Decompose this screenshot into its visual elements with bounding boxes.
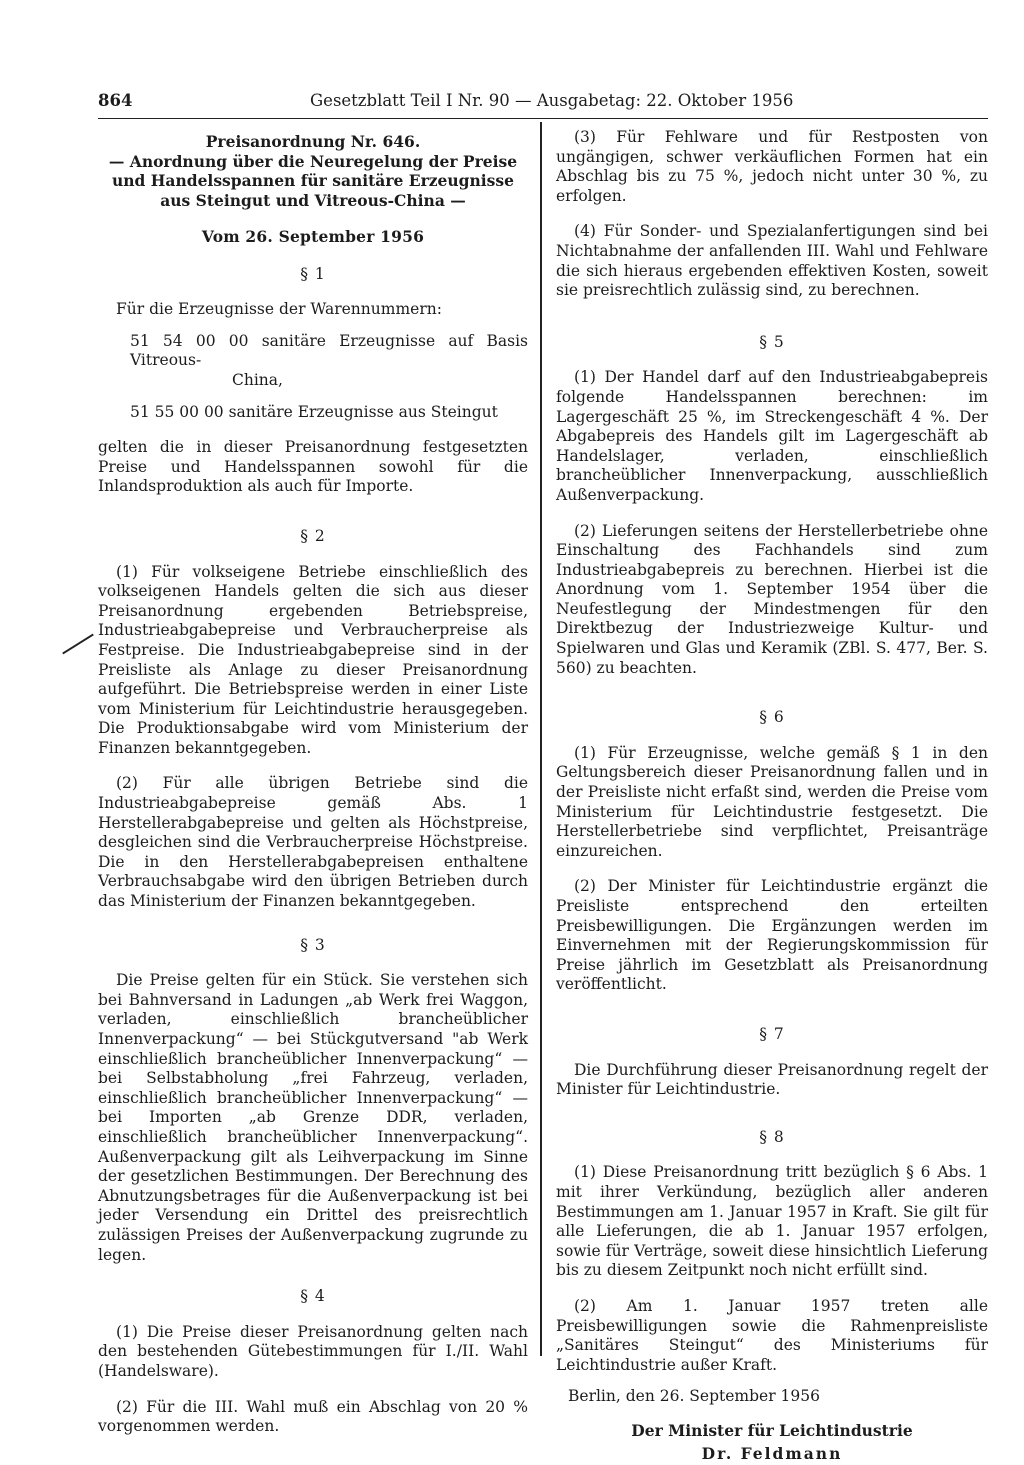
- running-header: [98, 86, 958, 116]
- signatory-name: Dr. Feldmann: [701, 1444, 843, 1464]
- right-column: [556, 128, 988, 1464]
- left-column: [98, 128, 528, 1437]
- section-5-heading: § 5: [759, 332, 785, 351]
- product-item-2: 51 55 00 00 sanitäre Erzeugnisse aus Steingut: [130, 402, 498, 421]
- section-6-heading: § 6: [759, 708, 785, 727]
- header-rule: [98, 118, 988, 119]
- section-6-para-2: (2) Der Minister für Leichtindustrie ergänzt die Preisliste entsprechend den erteilten Preisbewilligungen. Die Ergänzungen werden im Einvernehmen mit der Regierungskommission für Preise jährlich im Gesetzblatt als Preisanordnung veröffentlicht.: [556, 877, 988, 994]
- section-7-para-1: Die Durchführung dieser Preisanordnung regelt der Minister für Leichtindustrie.: [556, 1060, 988, 1099]
- section-1-intro: Für die Erzeugnisse der Warennummern:: [116, 300, 442, 319]
- section-3-heading: § 3: [300, 935, 326, 954]
- section-2-para-1: (1) Für volkseigene Betriebe einschließlich des volkseigenen Handels gelten die sich aus dieser Preisanordnung ergebenden Betriebspreise, Industrieabgabepreise und Verbraucherpreise als Festpreise. Die Industrieabgabepreise sind in der Preisliste als Anlage zu dieser Preisanordnung aufgeführt. Die Betriebspreise werden in einer Liste vom Ministerium für Leichtindustrie herausgegeben. Die Produktionsabgabe wird vom Ministerium der Finanzen bekanntgegeben.: [98, 562, 528, 757]
- section-1-text: gelten die in dieser Preisanordnung festgesetzten Preise und Handelsspannen sowohl für die Inlandsproduktion als auch für Importe.: [98, 438, 528, 496]
- section-4-para-3: (3) Für Fehlware und für Restposten von ungängigen, schwer verkäuflichen Formen hat ein Abschlag bis zu 75 %, jedoch nicht unter 30 %, zu erfolgen.: [556, 128, 988, 205]
- ordinance-date: Vom 26. September 1956: [201, 227, 425, 246]
- section-4-para-4: (4) Für Sonder- und Spezialanfertigungen sind bei Nichtabnahme der anfallenden III. Wahl und Fehlware die sich hieraus ergebenden effektiven Kosten, soweit sie preisrechtlich zulässig sind, zu berechnen.: [556, 222, 988, 300]
- margin-pen-mark: [62, 634, 94, 655]
- product-item-1-text: 51 54 00 00 sanitäre Erzeugnisse auf Basis Vitreous-: [130, 331, 528, 370]
- section-8-heading: § 8: [759, 1127, 785, 1146]
- section-3-para-1: Die Preise gelten für ein Stück. Sie verstehen sich bei Bahnversand in Ladungen „ab Werk frei Waggon, verladen, einschließlich brancheüblicher Innenverpackung“ — bei Stückgutversand "ab Werk einschließlich brancheüblicher Innenverpackung“ — bei Selbstabholung „frei Fahrzeug, verladen, einschließlich brancheüblicher Innenverpackung“ — bei Importen „ab Grenze DDR, verladen, einschließlich brancheüblicher Innenverpackung“. Außenverpackung gilt als Leihverpackung im Sinne der gesetzlichen Bestimmungen. Der Berechnung des Abnutzungsbetrages für die Außenverpackung ist bei jeder Versendung ein Drittel des preisrechtlich zulässigen Preises der Außenverpackung zugrunde zu legen.: [98, 971, 528, 1264]
- product-item-1-cont: China,: [232, 370, 283, 389]
- section-2-heading: § 2: [300, 526, 326, 545]
- section-1-heading: § 1: [300, 264, 326, 283]
- place-and-date: Berlin, den 26. September 1956: [568, 1387, 820, 1406]
- section-8-para-1: (1) Diese Preisanordnung tritt bezüglich § 6 Abs. 1 mit ihrer Verkündung, bezüglich aller anderen Bestimmungen am 1. Januar 1957 in Kraft. Sie gilt für alle Lieferungen, die ab 1. Januar 1957 erfolgen, sowie für Verträge, soweit diese hinsichtlich Lieferung bis zu diesem Zeitpunkt noch nicht erfüllt sind.: [556, 1163, 988, 1280]
- column-rule: [540, 122, 542, 1356]
- section-2-para-2: (2) Für alle übrigen Betriebe sind die Industrieabgabepreise gemäß Abs. 1 Herstellerabgabepreise und gelten als Höchstpreise, desgleichen sind die Verbraucherpreise Höchstpreise. Die in den Herstellerabgabepreisen enthaltene Verbrauchsabgabe wird den übrigen Betrieben durch das Ministerium der Finanzen bekanntgegeben.: [98, 774, 528, 911]
- section-4-para-2: (2) Für die III. Wahl muß ein Abschlag von 20 % vorgenommen werden.: [98, 1397, 528, 1436]
- page-number: 864: [98, 91, 133, 110]
- signatory-title: Der Minister für Leichtindustrie: [631, 1420, 913, 1440]
- section-6-para-1: (1) Für Erzeugnisse, welche gemäß § 1 in den Geltungsbereich dieser Preisanordnung fallen und in der Preisliste nicht erfaßt sind, werden die Preise vom Ministerium für Leichtindustrie festgesetzt. Die Herstellerbetriebe sind verpflichtet, Preisanträge einzureichen.: [556, 743, 988, 860]
- section-8-para-2: (2) Am 1. Januar 1957 treten alle Preisbewilligungen sowie die Rahmenpreisliste „Sanitäres Steingut“ des Ministeriums für Leichtindustrie außer Kraft.: [556, 1296, 988, 1374]
- ordinance-heading: [98, 132, 528, 210]
- section-4-heading: § 4: [300, 1287, 326, 1306]
- section-5-para-2: (2) Lieferungen seitens der Herstellerbetriebe ohne Einschaltung des Fachhandels sind zum Industrieabgabepreis zu berechnen. Hierbei ist die Anordnung vom 1. September 1954 über die Neufestlegung der Mindestmengen für den Direktbezug der Industriezweige Kultur- und Spielwaren und Glas und Keramik (ZBl. S. 477, Ber. S. 560) zu beachten.: [556, 521, 988, 677]
- gazette-title: Gesetzblatt Teil I Nr. 90 — Ausgabetag: 22. Oktober 1956: [310, 91, 794, 110]
- section-5-para-1: (1) Der Handel darf auf den Industrieabgabepreis folgende Handelsspannen berechnen: im Lagergeschäft 25 %, im Streckengeschäft 4 %. Der Abgabepreis des Handels gilt im Lagergeschäft ab Handelslager, verladen, einschließlich brancheüblicher Innenverpackung, ausschließlich Außenverpackung.: [556, 368, 988, 504]
- section-4-para-1: (1) Die Preise dieser Preisanordnung gelten nach den bestehenden Gütebestimmungen für I./II. Wahl (Handelsware).: [98, 1322, 528, 1380]
- product-item-1: [98, 332, 528, 391]
- ordinance-title: — Anordnung über die Neuregelung der Preise und Handelsspannen für sanitäre Erzeugnisse aus Steingut und Vitreous-China —: [108, 151, 518, 210]
- ordinance-number: Preisanordnung Nr. 646.: [205, 132, 421, 151]
- section-7-heading: § 7: [759, 1024, 785, 1043]
